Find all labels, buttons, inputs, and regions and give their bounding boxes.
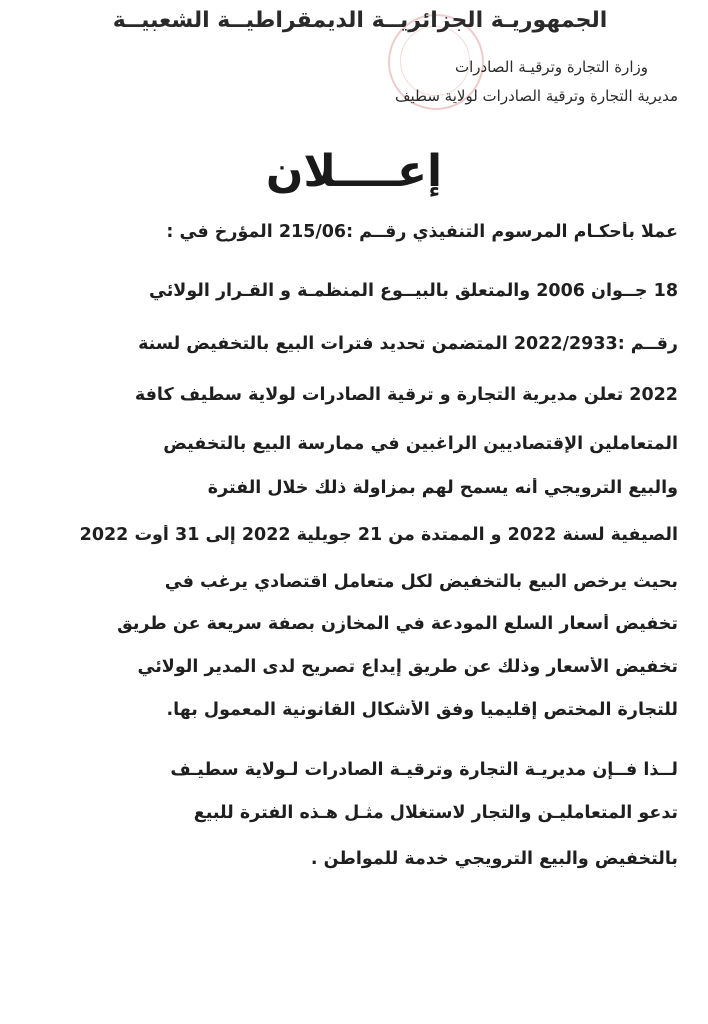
directorate-name: مديرية التجارة وترقية الصادرات لولاية سطيف (394, 87, 678, 105)
announcement-title: إعــــلان (265, 146, 443, 197)
body-line: تخفيض الأسعار وذلك عن طريق إيداع تصريح لدى المدير الولائي (137, 657, 678, 677)
republic-heading: الجمهوريـة الجزائريــة الديمقراطيــة الشعبيــة (112, 8, 608, 33)
body-line: للتجارة المختص إقليميا وفق الأشكال القانونية المعمول بها. (166, 700, 678, 720)
ministry-name: وزارة التجارة وترقيـة الصادرات (454, 58, 648, 76)
body-line: 18 جــوان 2006 والمتعلق بالبيــوع المنظمـة و القـرار الولائي (149, 281, 678, 301)
body-line: عملا بأحكـام المرسوم التنفيذي رقــم :215/06 المؤرخ في : (166, 222, 678, 242)
body-line: تدعو المتعامليـن والتجار لاستغلال مثـل هـذه الفترة للبيع (193, 803, 678, 823)
body-line: الصيفية لسنة 2022 و الممتدة من 21 جويلية 2022 إلى 31 أوت 2022 (79, 525, 678, 545)
body-line: تخفيض أسعار السلع المودعة في المخازن بصفة سريعة عن طريق (117, 614, 678, 634)
body-line: بالتخفيض والبيع الترويجي خدمة للمواطن . (310, 849, 678, 869)
body-line: رقــم :2022/2933 المتضمن تحديد فترات البيع بالتخفيض لسنة (138, 334, 678, 354)
body-line: بحيث يرخص البيع بالتخفيض لكل متعامل اقتصادي يرغب في (164, 572, 678, 592)
body-line: والبيع الترويجي أنه يسمح لهم بمزاولة ذلك خلال الفترة (207, 478, 678, 498)
body-line: 2022 تعلن مديرية التجارة و ترقية الصادرات لولاية سطيف كافة (134, 385, 678, 405)
body-line: المتعاملين الإقتصاديين الراغبين في ممارسة البيع بالتخفيض (163, 434, 678, 454)
body-line: لــذا فــإن مديريـة التجارة وترقيـة الصادرات لـولاية سطيـف (170, 760, 678, 780)
